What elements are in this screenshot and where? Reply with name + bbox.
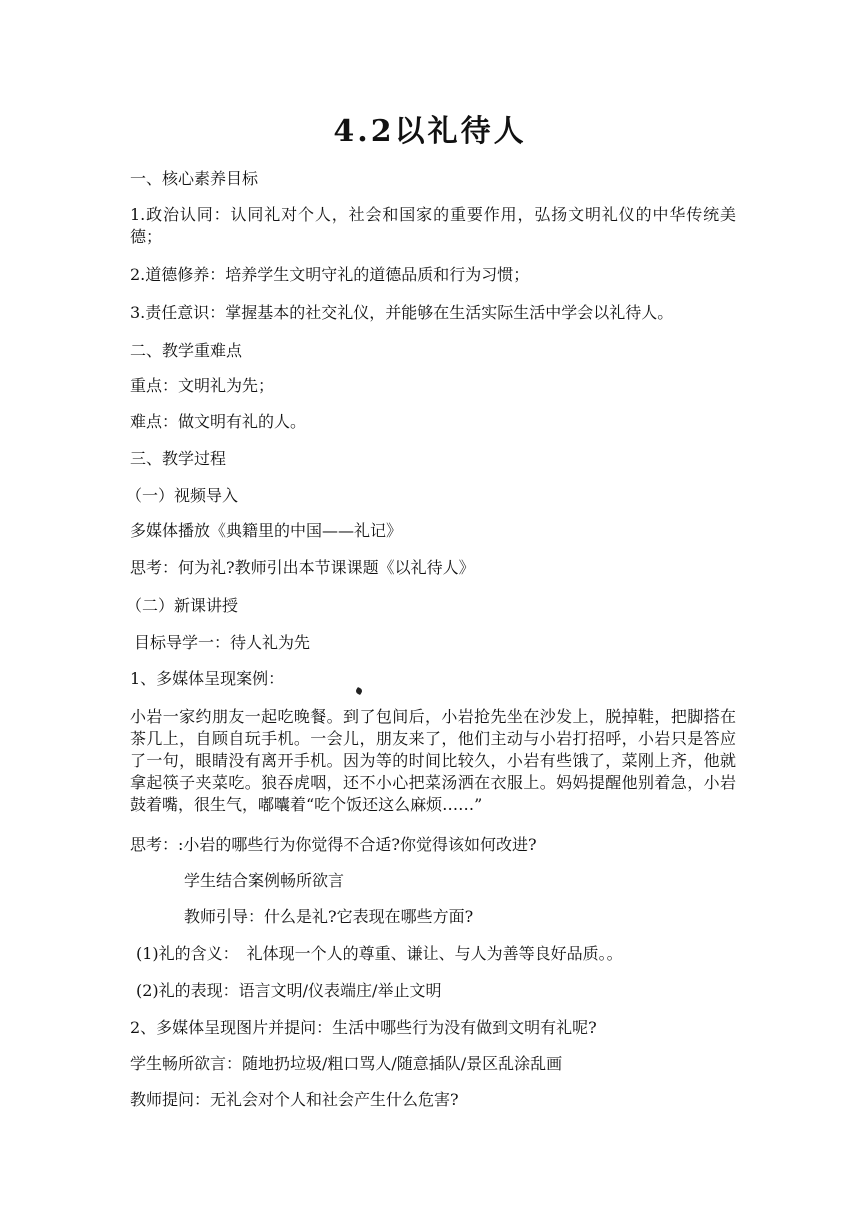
key-point: 重点：文明礼为先； <box>130 376 275 395</box>
expression-of-li: (2)礼的表现：语言文明/仪表端庄/举止文明 <box>136 981 442 1000</box>
goal-responsibility: 3.责任意识：掌握基本的社交礼仪，并能够在生活实际生活中学会以礼待人。 <box>130 303 674 322</box>
goal-moral: 2.道德修养：培养学生文明守礼的道德品质和行为习惯； <box>130 265 530 284</box>
student-discussion-2: 学生畅所欲言：随地扔垃圾/粗口骂人/随意插队/景区乱涂乱画 <box>130 1054 563 1073</box>
part-video-intro: （一）视频导入 <box>126 486 239 505</box>
section-heading-goals: 一、核心素养目标 <box>130 169 259 188</box>
teacher-question-2: 教师提问：无礼会对个人和社会产生什么危害? <box>130 1090 459 1109</box>
think-question-2: 思考：:小岩的哪些行为你觉得不合适?你觉得该如何改进? <box>130 835 537 854</box>
goal-political: 1.政治认同：认同礼对个人，社会和国家的重要作用，弘扬文明礼仪的中华传统美德； <box>130 205 736 246</box>
teacher-guide-1: 教师引导：什么是礼?它表现在哪些方面? <box>184 907 474 926</box>
target-guide-1: 目标导学一：待人礼为先 <box>134 633 311 652</box>
case-intro: 1、多媒体呈现案例： <box>130 669 285 688</box>
section-heading-focus: 二、教学重难点 <box>130 341 243 360</box>
part-new-lesson: （二）新课讲授 <box>126 596 239 615</box>
stray-ink-mark <box>355 687 363 695</box>
document-title: 4.2以礼待人 <box>333 114 527 149</box>
section-heading-process: 三、教学过程 <box>130 449 227 468</box>
media-play-text: 多媒体播放《典籍里的中国——礼记》 <box>130 521 403 540</box>
think-question-1: 思考：何为礼?教师引出本节课课题《以礼待人》 <box>130 558 475 577</box>
meaning-of-li: (1)礼的含义： 礼体现一个人的尊重、谦让、与人为善等良好品质。。 <box>136 944 623 963</box>
case-paragraph: 小岩一家约朋友一起吃晚餐。到了包间后，小岩抢先坐在沙发上，脱掉鞋，把脚搭在茶几上，自顾自玩手机。一会儿，朋友来了，他们主动与小岩打招呼，小岩只是答应了一句，眼睛没有离开手机。因为等的时间比较久，小岩有些饿了，菜刚上齐，他就拿起筷子夹菜吃。狼吞虎咽，还不小心把菜汤洒在衣服上。妈妈提醒他别着急，小岩鼓着嘴，很生气，嘟囔着“吃个饭还这么麻烦……” <box>130 707 736 814</box>
student-discussion-1: 学生结合案例畅所欲言 <box>184 871 345 890</box>
media-image-question: 2、多媒体呈现图片并提问：生活中哪些行为没有做到文明有礼呢? <box>130 1018 597 1037</box>
difficult-point: 难点：做文明有礼的人。 <box>130 412 307 431</box>
